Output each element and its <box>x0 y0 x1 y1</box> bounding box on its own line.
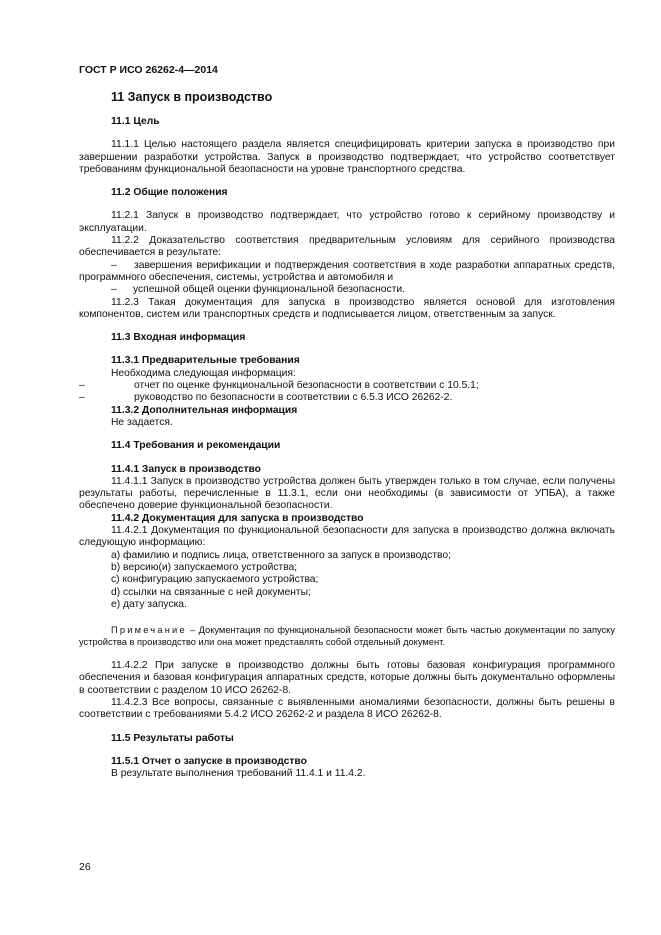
paragraph-11-4-2-2: 11.4.2.2 При запуске в производство должны быть готовы базовая конфигурация программного обеспечения и базовая конфигурация аппаратных средств, которые должны быть документально оформлены в соответствии с разделом 10 ИСО 26262-8. <box>79 660 615 696</box>
list-item: b) версию(и) запускаемого устройства; <box>111 561 298 573</box>
page-content <box>79 90 615 780</box>
paragraph-11-2-1: 11.2.1 Запуск в производство подтверждает, что устройство готово к серийному производству и эксплуатации. <box>79 210 615 234</box>
plain-text: В результате выполнения требований 11.4.1 и 11.4.2. <box>111 768 366 780</box>
subsection-title-11-4-2: 11.4.2 Документация для запуска в производство <box>111 512 364 524</box>
list-item: e) дату запуска. <box>111 598 187 610</box>
section-title: 11 Запуск в производство <box>111 90 273 104</box>
subsection-title-11-5-1: 11.5.1 Отчет о запуске в производство <box>111 755 307 767</box>
list-item: – отчет по оценке функциональной безопасности в соответствии с 10.5.1; <box>79 380 479 392</box>
paragraph-11-2-3: 11.2.3 Такая документация для запуска в производство является основой для изготовления компонентов, систем или транспортных средств и подписывается лицом, ответственным за запуск. <box>79 296 615 320</box>
paragraph-11-4-2-1: 11.4.2.1 Документация по функциональной безопасности для запуска в производство должна включать следующую информацию: <box>79 525 615 549</box>
subsection-title-11-1: 11.1 Цель <box>111 116 160 127</box>
paragraph-11-4-2-3: 11.4.2.3 Все вопросы, связанные с выявленными аномалиями безопасности, должны быть решены в соответствии с требованиями 5.4.2 ИСО 26262-2 и раздела 8 ИСО 26262-8. <box>79 696 615 721</box>
standard-header: ГОСТ Р ИСО 26262-4—2014 <box>79 64 218 76</box>
list-item: a) фамилию и подпись лица, ответственного за запуск в производство; <box>111 549 451 561</box>
page-number: 26 <box>79 861 91 873</box>
subsection-title-11-5: 11.5 Результаты работы <box>111 732 234 744</box>
subsection-title-11-3-2: 11.3.2 Дополнительная информация <box>111 404 298 416</box>
subsection-title-11-4-1: 11.4.1 Запуск в производство <box>111 463 261 475</box>
subsection-title-11-3-1: 11.3.1 Предварительные требования <box>111 355 300 367</box>
list-item: – успешной общей оценки функциональной безопасности. <box>111 284 405 296</box>
note-label: Примечание <box>111 625 187 636</box>
paragraph-11-2-2: 11.2.2 Доказательство соответствия предварительным условиям для серийного производства обеспечивается в результате: <box>79 235 615 259</box>
list-item: – завершения верификации и подтверждения соответствия в ходе разработки аппаратных средств, программного обеспечения, системы, устройства и автомобиля и <box>79 259 615 283</box>
list-item: d) ссылки на связанные с ней документы; <box>111 586 311 598</box>
paragraph-11-4-1-1: 11.4.1.1 Запуск в производство устройства должен быть утвержден только в том случае, если получены результаты работы, перечисленные в 11.3.1, если они необходимы (в зависимости от УПБА), а также обеспечено доверие функциональной безопасности. <box>79 475 615 512</box>
note <box>79 625 615 648</box>
dash-marker: – <box>79 392 85 404</box>
dash-marker: – <box>111 284 117 296</box>
subsection-title-11-3: 11.3 Входная информация <box>111 332 246 344</box>
plain-text: Не задается. <box>111 416 173 428</box>
list-item: c) конфигурацию запускаемого устройства; <box>111 574 319 586</box>
dash-marker: – <box>111 259 117 271</box>
subsection-title-11-2: 11.2 Общие положения <box>111 187 228 199</box>
dash-marker: – <box>79 380 85 392</box>
subsection-title-11-4: 11.4 Требования и рекомендации <box>111 440 281 452</box>
note-text: – Документация по функциональной безопасности может быть частью документации по запуску устройства в производство или она может представлять собой отдельный документ. <box>79 625 615 647</box>
paragraph-11-1-1: 11.1.1 Целью настоящего раздела является специфицировать критерии запуска в производство при завершении разработки устройства. Запуск в производство подтверждает, что устройство соответствует требованиям функциональной безопасности на уровне транспортного средства. <box>79 139 615 175</box>
list-item: – руководство по безопасности в соответствии с 6.5.3 ИСО 26262-2. <box>79 392 453 404</box>
intro-text: Необходима следующая информация: <box>111 367 296 379</box>
